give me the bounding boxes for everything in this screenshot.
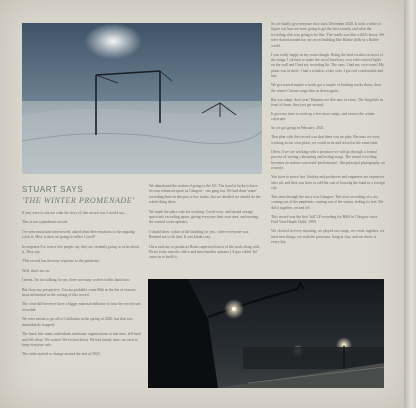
paragraph: So we got going in February, 2021. (271, 126, 325, 131)
paragraph: I should draw a plan of the building for you, where everyone was. Remind me to do that. It was kinda cosy. (149, 229, 250, 240)
winter-field-photo (22, 23, 262, 174)
night-street-photo (148, 279, 384, 388)
paragraph: 'This record has been my response to the pandemic.' (22, 259, 102, 264)
paragraph: We were meant to go off to California in the spring of 2020, but that was immediately stopped. (22, 317, 133, 327)
paragraph: You have to move fast. Studios and producers and engineers are expensive after all, and then you have to add the cost of housing the band in a foreign city. (271, 175, 385, 190)
paragraph: We made the place safe for working, Covid-wise, and turned storage space into recording space, giving everyone their own area, and moving the control room upstairs. (149, 209, 259, 225)
paragraph: We abandoned the notion of going to the US. The band is lucky to have its own rehearsal space in Glasgow - our gang hut. We had done 'some' recording there in the past, a few tracks, but we decided we should do the whole thing there. (149, 184, 261, 205)
sleeve-edge (404, 0, 416, 408)
paragraph: If you were to ask me what the story of this record was I would say... (22, 211, 127, 215)
paragraph: In response I've seen a few people say they are certainly going to write about it. They say, (22, 244, 139, 255)
paragraph: So we finally get everyone in to start, December 2020. It took a while to figure out how we were going to get the best sounds, and what the recording vibe was going to be like. The studio was like a doll's house. We were dotted around for our secret building like Barbie dolls in a Barbie world. (271, 22, 385, 48)
paragraph: Well, that's not us. (22, 268, 50, 273)
paragraph: But from my perspective, Corona probably came 86th in the list of reasons most influential in the writing of this record. (22, 287, 136, 298)
paragraph: That plan with this record was that there was no plan. Because we were working in our own place, we could write and record at the same time. (271, 135, 380, 145)
text-column-2 (149, 184, 261, 265)
paragraph: This is not a pandemic record. (22, 220, 68, 225)
paragraph: Chris and our co-producer Brian supervised most of the work along with Pietro (who runs the office and merchandise upstairs.) A guy called Tal came in to build it. (149, 244, 260, 260)
paragraph: I was really happy in my room though. Being the lead vocalist on most of the songs, I sat here to make the vocal booth my own with colored lights on the wall and I had my recording kit. The cans. I had my own room! My piano was in there, I had a window, a tiny sofa. I got real comfortable and fast. (271, 52, 384, 79)
paragraph: The order started to change around the end of 2020. (22, 352, 101, 357)
paragraph: It gave me time to work up a few more songs, and restore the winter cityscape. (271, 112, 375, 122)
paragraph: We clocked in every morning, we played our songs, we wrote together, we tried new things, we took the pressures, hung at clay, and we threw it every day. (271, 229, 385, 244)
heading-title: STUART SAYS (22, 185, 84, 194)
text-column-3 (271, 22, 385, 249)
heading-subtitle: 'THE WINTER PROMENADE' (22, 196, 135, 205)
paragraph: The band, like many individuals and many organisations at that time, fell back and fell silent. We waited. We locked down. We had family time, we tried to keep everyone safe. (22, 332, 142, 347)
paragraph: Often, if we are working with a producer we will go through a formal process of writing, rehearsing and testing songs. The actual recording becomes an intense concerted 'performance', like principal photography on a movie. (271, 149, 385, 171)
paragraph: This time through the story was Glasgow. The slow recording of a city coming out of the pandemic, coming out of the winter, feeling its feet. We did it together, on and off. (271, 194, 384, 210)
paragraph: But you adapt, don't you? Humans are like ants in a box. The long hills in front of them, they just get around. (271, 97, 383, 108)
paragraph: We got started maybe a week, got a couple of backing tracks down, then the winter Corona surge shut us down again. (271, 83, 381, 93)
paragraph: The virus did however have a bigger material influence in how the record was recorded. (22, 302, 141, 312)
article-heading (22, 184, 142, 206)
paragraph: This record was the first 'full' LP recording for B&S in Glasgow since Fold Your Hands Child, 1999. (271, 214, 378, 225)
paragraph: I've seen musicians interviewed, asked what their reactions to the ongoing crisis is. How is their art going to reflect Covid? (22, 229, 135, 240)
paragraph: I mean, I'm not talking for me, there are many writers in this band now. (22, 278, 131, 283)
text-column-1 (22, 211, 142, 362)
